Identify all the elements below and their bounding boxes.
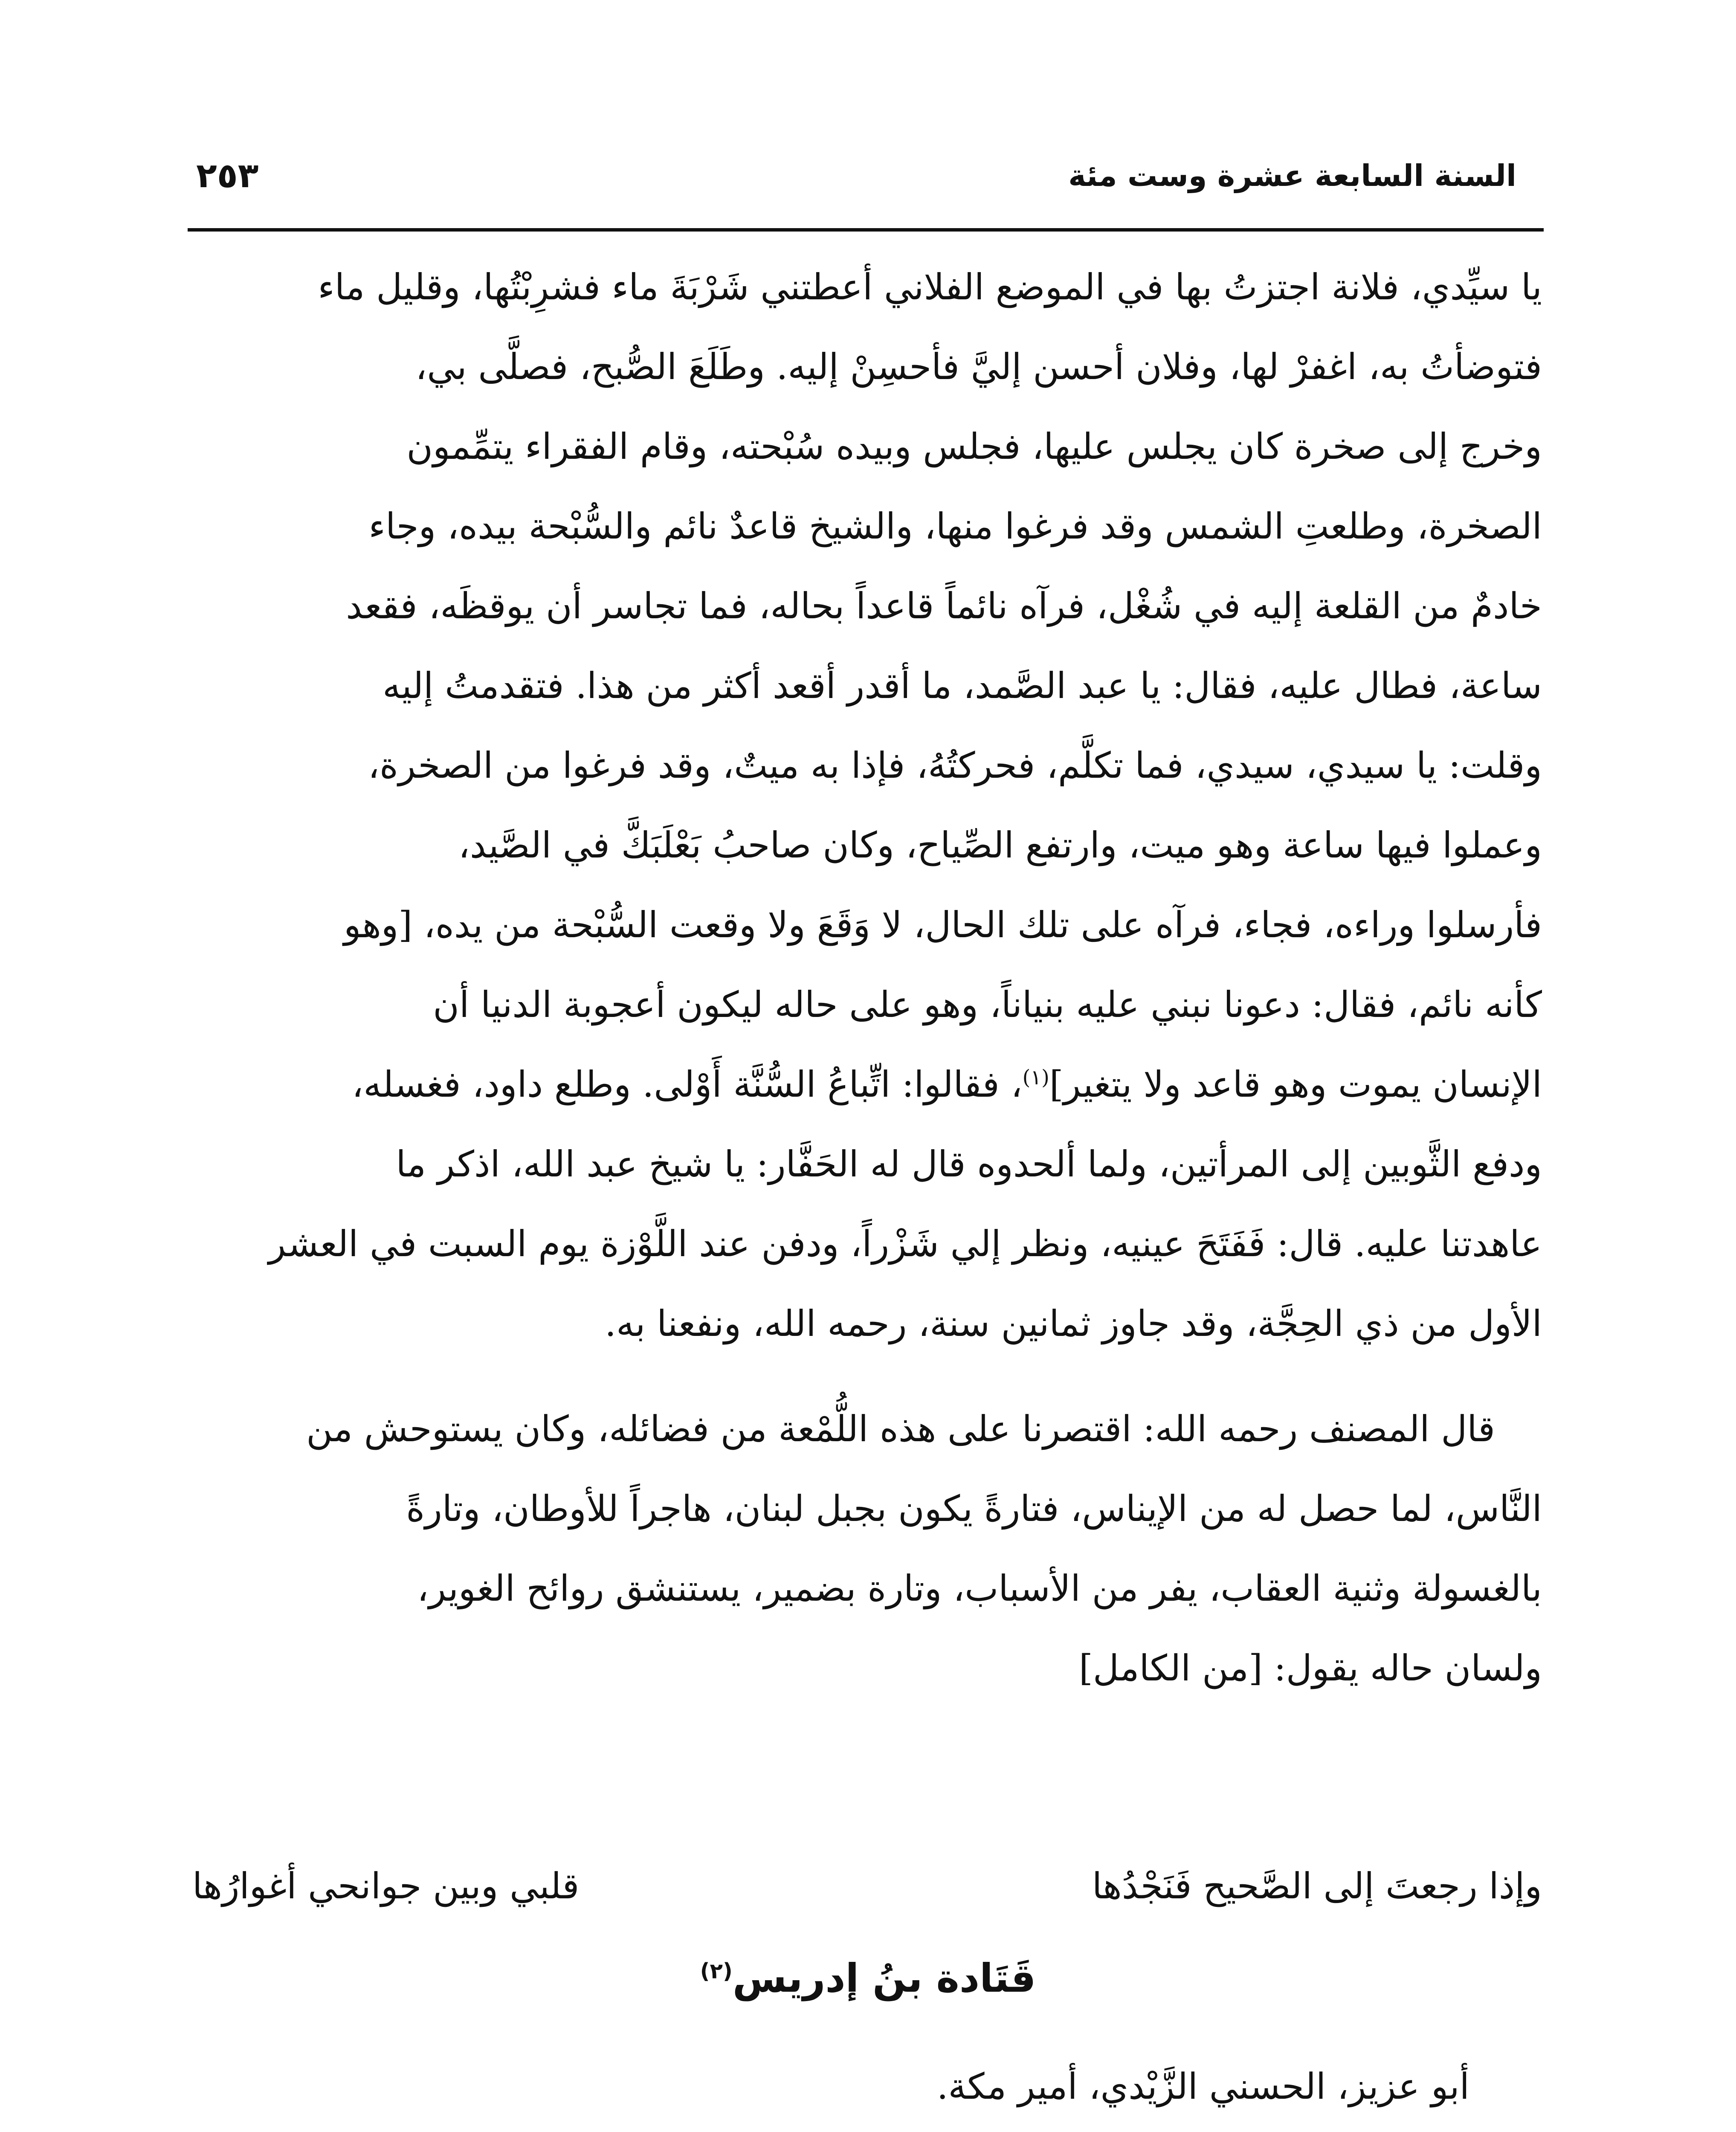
text-line: قال المصنف رحمه الله: اقتصرنا على هذه اللُّمْعة من فضائله، وكان يستوحش من — [306, 1408, 1495, 1450]
poetry-verse — [184, 1846, 1542, 1926]
footnote-ref-2[interactable]: (٢) — [700, 1958, 733, 1984]
verse-second-hemistich: قلبي وبين جوانحي أغوارُها — [192, 1865, 580, 1907]
footnote-ref-1[interactable]: (١) — [1022, 1066, 1049, 1089]
text-line: كأنه نائم، فقال: دعونا نبني عليه بنياناً، وهو على حاله ليكون أعجوبة الدنيا أن — [433, 984, 1542, 1025]
section-intro: أبو عزيز، الحسني الزَّيْدي، أمير مكة. — [936, 2065, 1469, 2107]
text-line: وخرج إلى صخرة كان يجلس عليها، فجلس وبيده سُبْحته، وقام الفقراء يتمِّمون — [406, 426, 1542, 467]
text-line: ساعة، فطال عليه، فقال: يا عبد الصَّمد، ما أقدر أقعد أكثر من هذا. فتقدمتُ إليه — [383, 665, 1542, 707]
text-line: فتوضأتُ به، اغفرْ لها، وفلان أحسن إليَّ فأحسِنْ إليه. وطَلَعَ الصُّبح، فصلَّى بي، — [415, 346, 1542, 388]
text-line: فأرسلوا وراءه، فجاء، فرآه على تلك الحال، لا وَقَعَ ولا وقعت السُّبْحة من يده، [وهو — [344, 904, 1542, 946]
running-header-title: السنة السابعة عشرة وست مئة — [1068, 158, 1516, 193]
section-heading — [0, 1942, 1736, 2015]
text-line: يا سيِّدي، فلانة اجتزتُ بها في الموضع الفلاني أعطتني شَرْبَةَ ماء فشرِبْتُها، وقليل ماء — [318, 266, 1542, 308]
section-heading-text: قَتَادة بنُ إدريس — [732, 1955, 1036, 2001]
line-text: الإنسان يموت وهو قاعد ولا يتغير] — [1049, 1063, 1542, 1105]
text-line: بالغسولة وثنية العقاب، يفر من الأسباب، وتارة بضمير، يستنشق روائح الغوير، — [417, 1567, 1542, 1609]
text-line: ولسان حاله يقول: [من الكامل] — [1079, 1647, 1542, 1689]
text-line: الأول من ذي الحِجَّة، وقد جاوز ثمانين سنة، رحمه الله، ونفعنا به. — [605, 1303, 1542, 1344]
text-line: الصخرة، وطلعتِ الشمس وقد فرغوا منها، والشيخ قاعدٌ نائم والسُّبْحة بيده، وجاء — [368, 505, 1542, 547]
text-line: وقلت: يا سيدي، سيدي، فما تكلَّم، فحركتُهُ، فإذا به ميتٌ، وقد فرغوا من الصخرة، — [368, 744, 1542, 786]
page-number: ٢٥٣ — [196, 156, 259, 195]
text-line: ودفع الثَّوبين إلى المرأتين، ولما ألحدوه قال له الحَفَّار: يا شيخ عبد الله، اذكر ما — [396, 1143, 1542, 1185]
text-line: عاهدتنا عليه. قال: فَفَتَحَ عينيه، ونظر إلي شَزْراً، ودفن عند اللَّوْزة يوم السبت في العشر — [268, 1223, 1542, 1265]
verse-first-hemistich: وإذا رجعتَ إلى الصَّحيح فَنَجْدُها — [1092, 1865, 1542, 1907]
header-divider — [188, 228, 1544, 232]
line-text: ، فقالوا: اتِّباعُ السُّنَّة أَوْلى. وطلع داود، فغسله، — [352, 1063, 1023, 1105]
main-text — [184, 247, 1542, 1708]
text-line: النَّاس، لما حصل له من الإيناس، فتارةً يكون بجبل لبنان، هاجراً للأوطان، وتارةً — [406, 1488, 1542, 1529]
text-line: وعملوا فيها ساعة وهو ميت، وارتفع الصِّياح، وكان صاحبُ بَعْلَبَكَّ في الصَّيد، — [458, 824, 1542, 866]
text-line: خادمٌ من القلعة إليه في شُغْل، فرآه نائماً قاعداً بحاله، فما تجاسر أن يوقظَه، فقعد — [346, 585, 1542, 627]
text-line-with-footnote-ref — [184, 1045, 1542, 1124]
